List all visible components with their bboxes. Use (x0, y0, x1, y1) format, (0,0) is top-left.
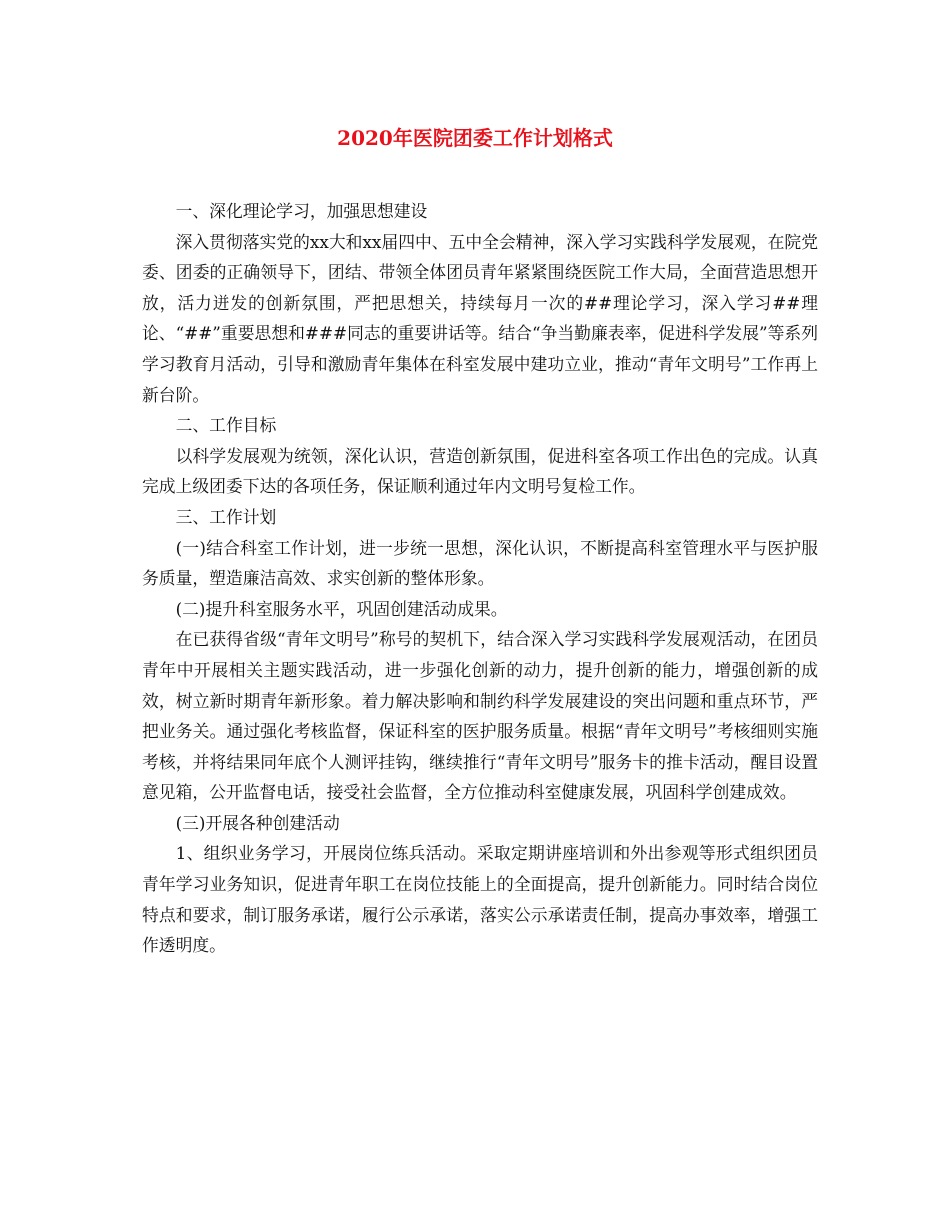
document-body (142, 196, 818, 961)
section-heading-2: 二、工作目标 (175, 415, 277, 436)
plan-item-3: (三)开展各种创建活动 (175, 812, 340, 833)
section-heading-3: 三、工作计划 (175, 506, 277, 527)
paragraph-business-study: 1、组织业务学习，开展岗位练兵活动。采取定期讲座培训和外出参观等形式组织团员青年学习业务知识，促进青年职工在岗位技能上的全面提高，提升创新能力。同时结合岗位特点和要求，制订服务承诺，履行公示承诺，落实公示承诺责任制，提高办事效率，增强工作透明度。 (142, 843, 818, 956)
paragraph-service-level: 在已获得省级“青年文明号”称号的契机下，结合深入学习实践科学发展观活动，在团员青年中开展相关主题实践活动，进一步强化创新的动力，提升创新的能力，增强创新的成效，树立新时期青年新形象。着力解决影响和制约科学发展建设的突出问题和重点环节，严把业务关。通过强化考核监督，保证科室的医护服务质量。根据“青年文明号”考核细则实施考核，并将结果同年底个人测评挂钩，继续推行“青年文明号”服务卡的推卡活动，醒目设置意见箱，公开监督电话，接受社会监督，全方位推动科室健康发展，巩固科学创建成效。 (142, 629, 818, 803)
plan-item-1: (一)结合科室工作计划，进一步统一思想，深化认识，不断提高科室管理水平与医护服务质量，塑造廉洁高效、求实创新的整体形象。 (142, 537, 818, 589)
section-heading-1: 一、深化理论学习，加强思想建设 (175, 201, 428, 221)
paragraph-work-goals: 以科学发展观为统领，深化认识，营造创新氛围，促进科室各项工作出色的完成。认真完成上级团委下达的各项任务，保证顺利通过年内文明号复检工作。 (142, 445, 818, 497)
plan-item-2: (二)提升科室服务水平，巩固创建活动成果。 (175, 598, 508, 619)
paragraph-theory-study: 深入贯彻落实党的xx大和xx届四中、五中全会精神，深入学习实践科学发展观，在院党委、团委的正确领导下，团结、带领全体团员青年紧紧围绕医院工作大局，全面营造思想开放，活力迸发的创新氛围，严把思想关，持续每月一次的##理论学习，深入学习##理论、“##”重要思想和###同志的重要讲话等。结合“争当勤廉表率，促进科学发展”等系列学习教育月活动，引导和激励青年集体在科室发展中建功立业，推动“青年文明号”工作再上新台阶。 (142, 231, 818, 405)
page-title: 2020年医院团委工作计划格式 (337, 126, 613, 150)
